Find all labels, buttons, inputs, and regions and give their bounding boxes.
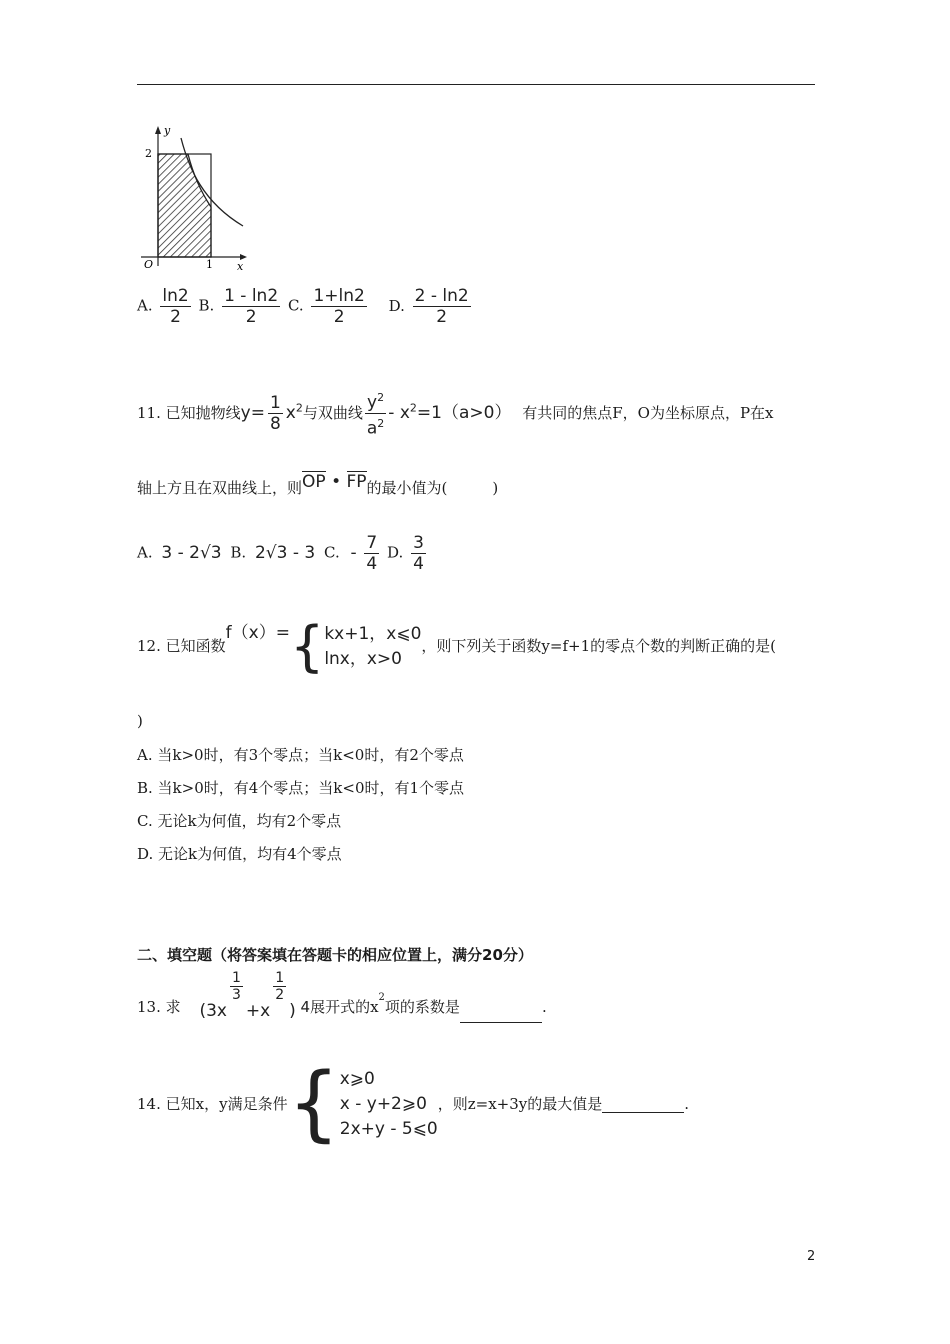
q13-number: 13. [137, 997, 161, 1016]
q12-text2: ，则下列关于函数y=f+1的零点个数的判断正确的是( [421, 637, 776, 655]
q11-hyperbola: $\frac{y^2}{a^2}$ - $x^2=1(a>0)$ [363, 403, 512, 423]
q12-option-d: D. 无论k为何值，均有4个零点 [137, 845, 342, 863]
page-number: 2 [807, 1249, 816, 1264]
q14-answer-blank[interactable] [602, 1096, 684, 1113]
q13-text1: 求 [165, 997, 181, 1016]
q11-option-a-label: A. [137, 543, 153, 562]
q13-text2: 展开式的x [310, 997, 379, 1016]
q11-parabola: y= $\frac{1}{8}$ $x^2$ [240, 392, 303, 434]
q13-expression: (3x $\frac{1}{3}$ +x $\frac{1}{2}$ ) [199, 970, 296, 1021]
q10-option-d: $\frac{2 - \ln 2}{2}$ [414, 286, 469, 327]
q11-text2: 与双曲线 [302, 404, 363, 423]
q11-text3: 有共同的焦点F，O为坐标原点，P在x [522, 404, 774, 423]
q11-vector-product: OP • FP [302, 472, 367, 492]
q10-option-b-label: B. [198, 296, 215, 315]
q12-number: 12. [137, 637, 161, 655]
q14-text2: ，则z=x+3y的最大值是 [437, 1095, 603, 1113]
q11-option-b: 2√3 - 3 [254, 542, 316, 563]
q12-option-c: C. 无论k为何值，均有2个零点 [137, 812, 342, 830]
q11-option-c: $\frac{7}{4}$ [366, 533, 378, 574]
q10-options [137, 286, 474, 327]
q11-option-b-label: B. [230, 543, 247, 562]
q13-text2-exp: 2 [378, 991, 385, 1003]
q10-option-c-label: C. [287, 296, 304, 315]
x-axis-label: x [237, 260, 244, 272]
q12-line2: ) [137, 712, 143, 730]
q11-options [137, 533, 429, 574]
shaded-region [158, 154, 211, 257]
q14-text3: . [684, 1095, 690, 1113]
q11-option-d-label: D. [387, 543, 404, 562]
q12-option-b: B. 当k>0时，有4个零点；当k<0时，有1个零点 [137, 779, 465, 797]
q11-text4: 轴上方且在双曲线上，则 [137, 479, 303, 497]
q13-answer-blank[interactable] [460, 1006, 542, 1023]
q13-line [137, 970, 547, 1021]
q10-option-c: $\frac{1+\ln 2}{2}$ [313, 286, 365, 327]
tick-y-label: 2 [145, 147, 152, 160]
q14-conditions: { x⩾0 x - y+2⩾0 2x+y - 5⩽0 [287, 1056, 438, 1151]
header-rule [137, 84, 815, 85]
q11-number: 11. [137, 404, 161, 423]
q11-line2 [137, 472, 499, 498]
q14-number: 14. [137, 1095, 161, 1113]
q12-function-def: f（x）={ kx+1，x⩽0 lnx，x>0 [225, 615, 422, 678]
q10-figure [133, 124, 253, 272]
q12-option-a: A. 当k>0时，有3个零点；当k<0时，有2个零点 [137, 746, 464, 764]
q10-option-a: $\frac{\ln 2}{2}$ [162, 286, 189, 327]
q11-option-a: 3 - 2√3 [161, 542, 222, 563]
q12-line1 [137, 615, 776, 678]
section2-title: 二、填空题（将答案填在答题卡的相应位置上，满分20分） [137, 946, 533, 964]
q14-text1: 已知x，y满足条件 [165, 1095, 288, 1113]
q11-option-c-label: C. [324, 543, 340, 562]
q10-option-d-label: D. [388, 296, 405, 315]
y-axis-label: y [164, 124, 171, 137]
q11-option-c-sign: - [350, 542, 357, 563]
q13-text4: . [541, 997, 547, 1016]
origin-label: O [144, 258, 154, 271]
q12-text1: 已知函数 [165, 637, 226, 655]
q10-option-b: $\frac{1 - \ln 2}{2}$ [224, 286, 279, 327]
q13-text3: 项的系数是 [384, 997, 460, 1016]
q11-option-d: $\frac{3}{4}$ [413, 533, 424, 574]
tick-x-label: 1 [206, 258, 213, 271]
q13-power: 4 [300, 997, 311, 1016]
q11-text1: 已知抛物线 [165, 404, 241, 423]
q10-option-a-label: A. [137, 296, 153, 315]
q11-text5: 的最小值为( ) [366, 479, 499, 497]
q11-line1 [137, 388, 774, 438]
q14-line [137, 1056, 690, 1151]
